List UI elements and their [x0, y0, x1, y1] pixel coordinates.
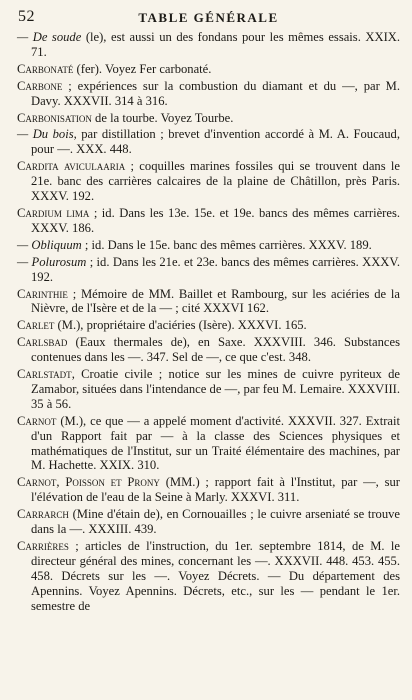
entry-head: Cardium lima: [17, 205, 90, 220]
page-number: 52: [18, 8, 35, 25]
entry-body: , par distillation ; brevet d'invention accordé à M. A. Foucaud, pour —. XXX. 448.: [31, 127, 400, 157]
entry-body: ; id. Dans les 13e. 15e. et 19e. bancs des mêmes carrières. XXXV. 186.: [31, 205, 401, 235]
index-entry: [17, 111, 400, 126]
index-entry: [17, 367, 400, 412]
index-entry: [17, 238, 400, 253]
entry-body: (M.), propriétaire d'aciéries (Isère). XXXVI. 165.: [54, 318, 307, 333]
index-entry: [17, 287, 400, 317]
entry-head: Carinthie: [17, 286, 68, 301]
entry-body: (MM.) ; rapport fait à l'Institut, par —, sur l'élévation de l'eau de la Seine à Marly. XXXVI. 311.: [31, 475, 400, 505]
index-entry: [17, 62, 400, 77]
entry-head: Carlsbad: [17, 335, 68, 350]
entry-head: Carbone: [17, 78, 63, 93]
entry-head: — Du bois: [17, 127, 74, 142]
running-title: TABLE GÉNÉRALE: [138, 10, 279, 25]
entry-body: , Croatie civile ; notice sur les mines de cuivre pyriteux de Zamabor, situées dans l'intendance de —, par feu M. Lemaire. XXXVIII. 35 à 56.: [31, 367, 400, 411]
running-head: [17, 8, 400, 28]
index-entry: [17, 79, 400, 109]
entry-body: ; articles de l'instruction, du 1er. septembre 1814, de M. le directeur général des mines, concernant les —. XXXVII. 448. 453. 455. 458. Décrets sur les —. Voyez Décrets. — Du département des Apennins. Voyez Apennins. Décrets, etc., sur les — pendant le 1er. semestre de: [31, 539, 400, 613]
index-entry: [17, 159, 400, 204]
entry-head: — De soude: [17, 30, 82, 44]
entry-body: (fer). Voyez Fer carbonaté.: [73, 61, 212, 76]
entry-head: Carbonaté: [17, 61, 74, 76]
entry-body: (M.), ce que — a appelé moment d'activité. XXXVII. 327. Extrait d'un Rapport fait par — à la classe des Sciences physiques et mathématiques de l'Institut, sur un Traité élémentaire des machines, par M. Hachette. XXIX. 310.: [31, 413, 400, 473]
entry-body: (le), est aussi un des fondans pour les mêmes essais. XXIX. 71.: [31, 30, 401, 59]
index-entry: [17, 414, 400, 474]
entry-head: — Obliquum: [17, 237, 82, 252]
index-entry: [17, 127, 400, 157]
index-entry: [17, 30, 400, 60]
entry-body: de la tourbe. Voyez Tourbe.: [91, 110, 234, 125]
entry-head: Carnot, Poisson et Prony: [17, 475, 160, 490]
entry-head: Carrières: [17, 539, 69, 553]
entry-body: ; expériences sur la combustion du diamant et du —, par M. Davy. XXXVII. 314 à 316.: [31, 78, 400, 108]
entry-head: Carrarch: [17, 507, 69, 522]
entry-head: Carlet: [17, 318, 55, 333]
index-entry: [17, 507, 400, 537]
entry-head: Carlstadt: [17, 367, 72, 382]
entry-body: (Mine d'étain de), en Cornouailles ; le cuivre arseniaté se trouve dans la —. XXXIII. 439.: [31, 507, 400, 537]
index-entry: [17, 335, 400, 365]
index-entry: [17, 255, 400, 285]
entry-body: ; Mémoire de MM. Baillet et Rambourg, sur les aciéries de la Nièvre, de l'Isère et de la — ; cité XXXVI 162.: [31, 286, 400, 316]
index-entry: [17, 475, 400, 505]
index-entry: [17, 206, 400, 236]
index-entries: [17, 30, 400, 614]
entry-body: ; id. Dans les 21e. et 23e. bancs des mêmes carrières. XXXV. 192.: [31, 254, 401, 284]
entry-body: (Eaux thermales de), en Saxe. XXXVIII. 346. Substances contenues dans les —. 347. Sel de —, ce que c'est. 348.: [31, 335, 400, 365]
entry-head: Carbonisation: [17, 110, 92, 125]
entry-head: Carnot: [17, 413, 57, 428]
entry-head: Cardita aviculaaria: [17, 159, 126, 174]
entry-head: — Polurosum: [17, 254, 87, 269]
index-entry: [17, 318, 400, 333]
index-entry: [17, 539, 400, 614]
entry-body: ; id. Dans le 15e. banc des mêmes carrières. XXXV. 189.: [81, 237, 372, 252]
entry-body: ; coquilles marines fossiles qui se trouvent dans le 21e. banc des carrières calcaires de la plaine de Châtillon, près Paris. XXXV. 192.: [31, 159, 400, 204]
